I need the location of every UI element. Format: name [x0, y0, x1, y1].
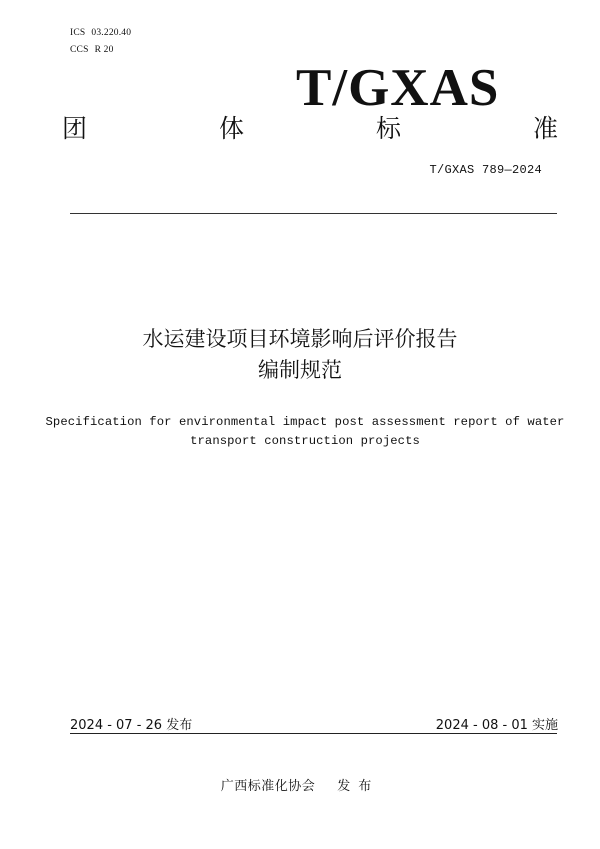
issuer-name: 广西标准化协会 [220, 779, 316, 794]
ccs-label: CCS [70, 45, 89, 55]
footer-divider [70, 733, 557, 734]
standard-category [62, 111, 558, 147]
category-char-2: 体 [218, 114, 244, 143]
ccs-code [70, 45, 114, 55]
document-title-zh [0, 324, 600, 386]
title-zh-line-1: 水运建设项目环境影响后评价报告 [142, 327, 458, 351]
category-char-3: 标 [375, 114, 401, 143]
header-divider [70, 213, 557, 214]
issuer-line [0, 775, 600, 794]
title-zh-line-2: 编制规范 [258, 358, 342, 382]
implement-date: 2024 - 08 - 01 实施 [435, 718, 558, 733]
category-char-1: 团 [62, 114, 88, 143]
standard-logo: T/GXAS [296, 59, 500, 117]
issue-action: 发布 [337, 779, 380, 794]
ccs-value: R 20 [94, 45, 114, 55]
ics-label: ICS [70, 28, 86, 38]
title-en-line-1: Specification for environmental impact post assessment report of water [45, 415, 565, 429]
standard-number: T/GXAS 789—2024 [429, 163, 542, 177]
ics-value: 03.220.40 [91, 28, 132, 38]
category-char-4: 准 [532, 114, 558, 143]
document-title-en [40, 413, 570, 450]
publish-date: 2024 - 07 - 26 发布 [70, 718, 193, 733]
ics-code [70, 28, 131, 38]
title-en-line-2: transport construction projects [190, 433, 420, 448]
